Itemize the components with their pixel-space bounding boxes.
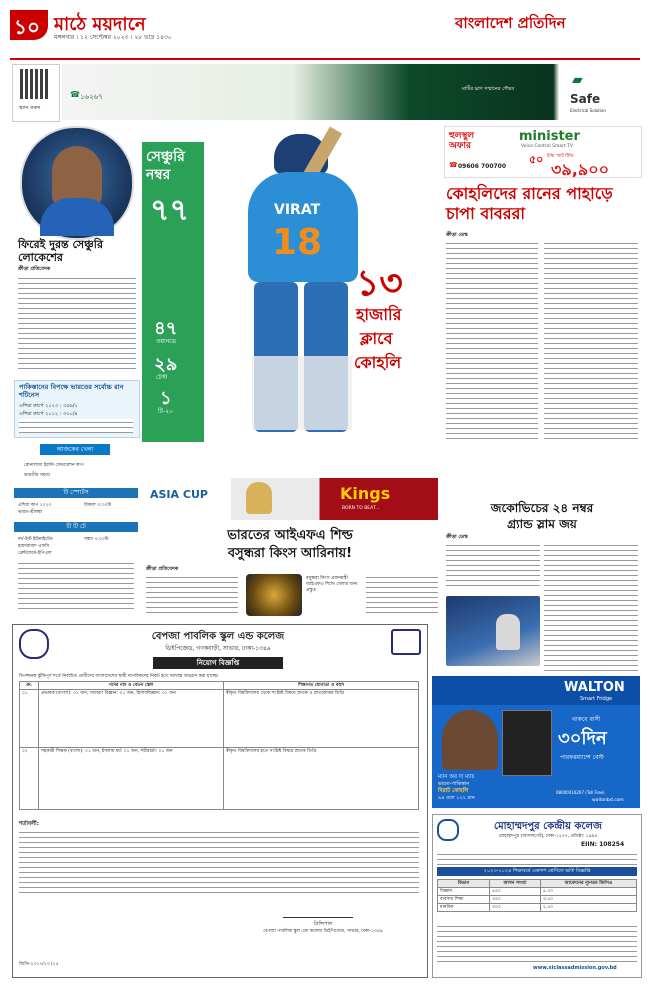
- kohli-portrait: [442, 710, 498, 770]
- bepza-address: ডিইপিজেড, গণকবাড়ী, সাভার, ঢাকা-১৩৪৯: [165, 645, 271, 652]
- notice-footer-code: জিডি-২৩১৭/২৩ (২৫: [19, 962, 59, 967]
- walton-product: Smart Fridge: [580, 696, 613, 702]
- century-count: ৭৭: [150, 193, 190, 228]
- header-rule: [10, 58, 640, 60]
- qr-block[interactable]: [12, 64, 60, 122]
- notice-intro: বিপজ্জনক ঝুঁকিপূর্ণ শর্তে নির্বাচিত প্রার্থীদের বাংলাদেশের স্থায়ী নাগরিকদের নিকট হতে দরখাস্ত আহ্বান করা যাচ্ছে।: [19, 674, 219, 679]
- babar-headline[interactable]: কোহলিদের রানের পাহাড়ে চাপা বাবররা: [446, 184, 613, 223]
- tv-row: বিকাল ৩:৩০মি: [84, 503, 112, 508]
- club-line1: হাজারি: [356, 305, 402, 324]
- safe-caption: মাটির ঘ্রাণ সম্মানের গৌরব: [462, 86, 515, 92]
- player-silhouette-icon: [52, 146, 102, 206]
- minister-ad[interactable]: [444, 126, 642, 178]
- table-cell: ৩.৫০: [541, 896, 637, 904]
- shield-photo: [246, 574, 302, 616]
- rahul-byline: ক্রীড়া প্রতিবেদক: [18, 266, 51, 272]
- rahul-headline[interactable]: ফিরেই দুরন্ত সেঞ্চুরি লোকেশের: [18, 238, 103, 264]
- kings-brand: Kings: [340, 484, 391, 503]
- jersey-shape: [40, 198, 114, 236]
- today-line: রোনালদো ইরানি ফেডারেশন কাপ: [24, 463, 84, 468]
- djokovic-body-col1: [446, 542, 540, 590]
- walton-hotline: 08000016267 (Toll Free): [556, 790, 605, 795]
- table-cell: স্বীকৃত বিশ্ববিদ্যালয় থেকে সংশ্লিষ্ট বিষয়ে স্নাতক ও স্নাতকোত্তর ডিগ্রি: [224, 690, 419, 748]
- stat-t20-label: টি-২০: [158, 408, 173, 415]
- walton-promo-big: ৩০দিন: [558, 728, 607, 749]
- tv-row: ভারত-শ্রীলঙ্কা: [18, 510, 43, 515]
- shield-headline-line1[interactable]: ভারতের আইএফএ শিল্ড: [227, 528, 353, 543]
- newspaper-name[interactable]: বাংলাদেশ প্রতিদিন: [455, 14, 566, 32]
- table-row: [20, 690, 419, 748]
- mcollege-table: [437, 879, 637, 912]
- walton-promo-tail: পারফরম্যান্সে বেস্ট: [560, 754, 604, 761]
- table-cell: ২.৫০: [541, 904, 637, 912]
- tv-size: ৫০: [529, 153, 544, 166]
- kings-asia-cup-ad[interactable]: [142, 478, 438, 520]
- tv2-row: নর্থ-ইস্ট ইউনাইটেড: [18, 537, 53, 542]
- notice-col-post: পদের নাম ও বেতন স্কেল: [39, 682, 224, 690]
- mcollege-footer-text: [437, 923, 637, 963]
- page-header: [10, 8, 640, 56]
- table-cell: প্রভাষক (বাংলা): ০১ জন, সাধারণ বিজ্ঞান: ০১ জন, হিসাববিজ্ঞান: ০১ জন: [39, 690, 224, 748]
- shield-body-col2: [366, 574, 438, 614]
- bepza-notice: [12, 624, 428, 978]
- mcollege-admission-line: ২০২৩-২০২৪ শিক্ষাবর্ষে একাদশ শ্রেণিতে ভর্তি বিজ্ঞপ্তি: [437, 867, 637, 876]
- mcollege-col: আসন সংখ্যা: [490, 880, 541, 888]
- mcollege-ad[interactable]: [432, 814, 642, 978]
- phone-icon: ☎: [449, 161, 458, 169]
- phone-icon: ☎: [70, 90, 80, 99]
- stat-test-value: ২৯: [154, 354, 178, 375]
- tv2-row: সন্ধ্যা ৭:০০মি: [84, 537, 109, 542]
- walton-brand: WALTON: [564, 680, 625, 695]
- mcollege-col: বিভাগ: [438, 880, 490, 888]
- jersey-number: 18: [272, 222, 323, 263]
- mcollege-logo-icon: [437, 819, 459, 841]
- pak-box-row: এশিয়া কাপে ২০১২ : ৩৩০/৪: [19, 411, 78, 417]
- today-box: [14, 444, 138, 614]
- stat-odi-value: ৪৭: [154, 318, 178, 339]
- shield-headline-line2[interactable]: বসুন্ধরা কিংস আরিনায়!: [227, 546, 353, 561]
- tv-size-unit: ইঞ্চি স্মার্ট টিভি: [547, 154, 574, 159]
- rahul-photo: [20, 126, 134, 240]
- table-row: [438, 888, 637, 896]
- tv-schedule-text: [18, 560, 134, 610]
- walton-promo-small: থাকবে বাসী: [572, 716, 601, 723]
- tv-price: ৩৯,৯০০: [551, 160, 610, 178]
- mcollege-title: মোহাম্মদপুর কেন্দ্রীয় কলেজ: [494, 821, 602, 832]
- shield-caption: বসুন্ধরা কিংস প্রধানমন্ত্রী আইএফএ শিল্ডে খেলার জন্য প্রস্তুত: [306, 576, 358, 593]
- table-cell: ৫৫০: [490, 888, 541, 896]
- jersey-name: VIRAT: [274, 202, 321, 218]
- babar-body-col1: [446, 240, 538, 440]
- safe-logo-icon: ▰: [572, 72, 583, 88]
- shield-byline: ক্রীড়া প্রতিবেদক: [146, 566, 179, 572]
- minister-sub: Voice Control Smart TV: [521, 144, 573, 149]
- tv2-header: টি টি টে: [14, 522, 138, 532]
- notice-col-serial: ক্র:: [20, 682, 39, 690]
- signer-title: প্রিন্সিপাল: [313, 921, 333, 927]
- pak-box-row: এশিয়া কাপে ২০২৩ : ৩৫৬/২: [19, 403, 78, 409]
- table-cell: স্বীকৃত বিশ্ববিদ্যালয় হতে সংশ্লিষ্ট বিষয়ে স্নাতক ডিগ্রি: [224, 748, 419, 810]
- club-number: ১৩: [356, 263, 403, 304]
- notice-title: নিয়োগ বিজ্ঞপ্তি: [153, 657, 283, 669]
- table-row: [438, 896, 637, 904]
- kings-tag: BORN TO BEAT...: [342, 506, 380, 511]
- table-cell: ৩০০: [490, 904, 541, 912]
- asia-cup-label: ASIA CUP: [150, 488, 208, 501]
- safe-ad[interactable]: [62, 64, 640, 120]
- safe-tagline: Electrical Solution: [570, 108, 606, 113]
- qr-code-icon: [20, 69, 50, 99]
- table-cell: ৫.০০: [541, 888, 637, 896]
- table-cell: ০২: [20, 748, 39, 810]
- club-line2: ক্লাবে: [360, 329, 393, 348]
- tv2-row: হায়দরাবাদ এফসি: [18, 544, 50, 549]
- babar-byline: ক্রীড়া ডেস্ক: [446, 232, 468, 238]
- pak-box-text: [19, 419, 133, 433]
- djokovic-byline: ক্রীড়া ডেস্ক: [446, 534, 468, 540]
- kohli-graphic: [142, 126, 438, 444]
- qr-label: স্ক্যান করুন: [19, 105, 41, 111]
- bepza-logo-icon: [19, 629, 49, 659]
- date-line: মঙ্গলবার । ১২ সেপ্টেম্বর ২০২৩ । ২৮ ভাদ্র ১৪৩০: [54, 34, 172, 41]
- bepza-school-name: বেপজা পাবলিক স্কুল এন্ড কলেজ: [151, 631, 285, 642]
- walton-person-line4: ৯৪ বলে ১২২ রান: [438, 795, 475, 801]
- today-title: আজকের খেলা: [40, 444, 110, 455]
- djokovic-photo: [446, 596, 540, 666]
- signer-org: বেপজা পাবলিক স্কুল এন্ড কলেজ ডিইপিজেড, সাভার, ঢাকা-১৩৪৯: [263, 929, 383, 934]
- bepza-right-logo-icon: [391, 629, 421, 655]
- mcollege-address: মোহাম্মদপুর (আসাদগেট), ঢাকা-১২০৭, প্রতিষ্ঠা: ১৯৯৪: [498, 834, 598, 839]
- walton-person-line1: ম্যান অব দ্য ম্যাচ: [438, 774, 475, 780]
- pak-stat-box: [14, 380, 140, 438]
- babar-body-col2: [544, 240, 638, 440]
- trophy-icon: [496, 614, 520, 650]
- table-cell: ব্যবসায় শিক্ষা: [438, 896, 490, 904]
- table-cell: সহকারী শিক্ষক (বাংলা): ০১ জন, ইসলাম ধর্ম: ০১ জন, শরীরচর্চা: ০১ জন: [39, 748, 224, 810]
- tv2-row: ব্রেন্টফোর্ড-ইপিএল: [18, 551, 52, 556]
- tv-header: টি স্পোর্টস: [14, 488, 138, 498]
- notice-table: [19, 681, 419, 810]
- century-label: সেঞ্চুরি নম্বর: [146, 149, 185, 183]
- safe-hotline: ১৬২৬৭: [80, 93, 103, 101]
- djokovic-headline-line2[interactable]: গ্র্যান্ড স্লাম জয়: [507, 517, 577, 531]
- table-cell: ৩৫০: [490, 896, 541, 904]
- table-row: [438, 904, 637, 912]
- mcollege-website[interactable]: www.xiclassadmission.gov.bd: [533, 965, 617, 971]
- rahul-body-text: [18, 275, 136, 370]
- signature-mark: [283, 905, 353, 918]
- walton-ad[interactable]: [432, 676, 640, 808]
- terms-text: [19, 829, 419, 893]
- minister-phone: 09606 700700: [458, 163, 507, 170]
- djokovic-body-col2: [544, 542, 638, 672]
- today-line: ভারতীয় সময়ে: [24, 473, 50, 478]
- walton-website: waltonbd.com: [592, 798, 624, 803]
- table-cell: ০১: [20, 690, 39, 748]
- stat-t20-value: ১: [160, 388, 172, 409]
- stat-test-label: টেস্ট: [156, 374, 168, 381]
- walton-person-line2: ভারত-পাকিস্তান: [438, 781, 470, 787]
- table-cell: মানবিক: [438, 904, 490, 912]
- minister-brand: minister: [519, 129, 580, 144]
- tv-row: এশিয়া কাপ ২০২৩: [18, 503, 52, 508]
- pads-shape: [252, 356, 352, 430]
- notice-col-qual: শিক্ষাগত যোগ্যতা ও বয়স: [224, 682, 419, 690]
- walton-person-line3: বিরাট কোহলি: [438, 788, 469, 794]
- stat-odi-label: ওয়ানডে: [156, 338, 177, 345]
- mcollege-eiin: EIIN: 108254: [581, 841, 625, 848]
- mcollege-col: আবেদনের ন্যূনতম জিপিএ: [541, 880, 637, 888]
- djokovic-headline-line1[interactable]: জকোভিচের ২৪ নম্বর: [490, 501, 594, 515]
- club-line3: কোহলি: [354, 353, 402, 372]
- mcollege-intro-text: [437, 851, 637, 865]
- trophy-icon: [246, 482, 272, 514]
- table-row: [20, 748, 419, 810]
- shield-body-col1: [146, 574, 238, 614]
- terms-title: শর্তাবলী:: [19, 821, 39, 827]
- section-title: মাঠে ময়দানে: [54, 14, 146, 35]
- safe-brand: Safe: [570, 92, 601, 106]
- page-number: ১০: [14, 15, 40, 39]
- offer-label: হুলস্থুল অফার: [449, 131, 475, 151]
- table-cell: বিজ্ঞান: [438, 888, 490, 896]
- pak-box-title: পাকিস্তানের বিপক্ষে ভারতের সর্বোচ্চ রান শটিনেস: [19, 383, 124, 399]
- fridge-image: [502, 710, 552, 776]
